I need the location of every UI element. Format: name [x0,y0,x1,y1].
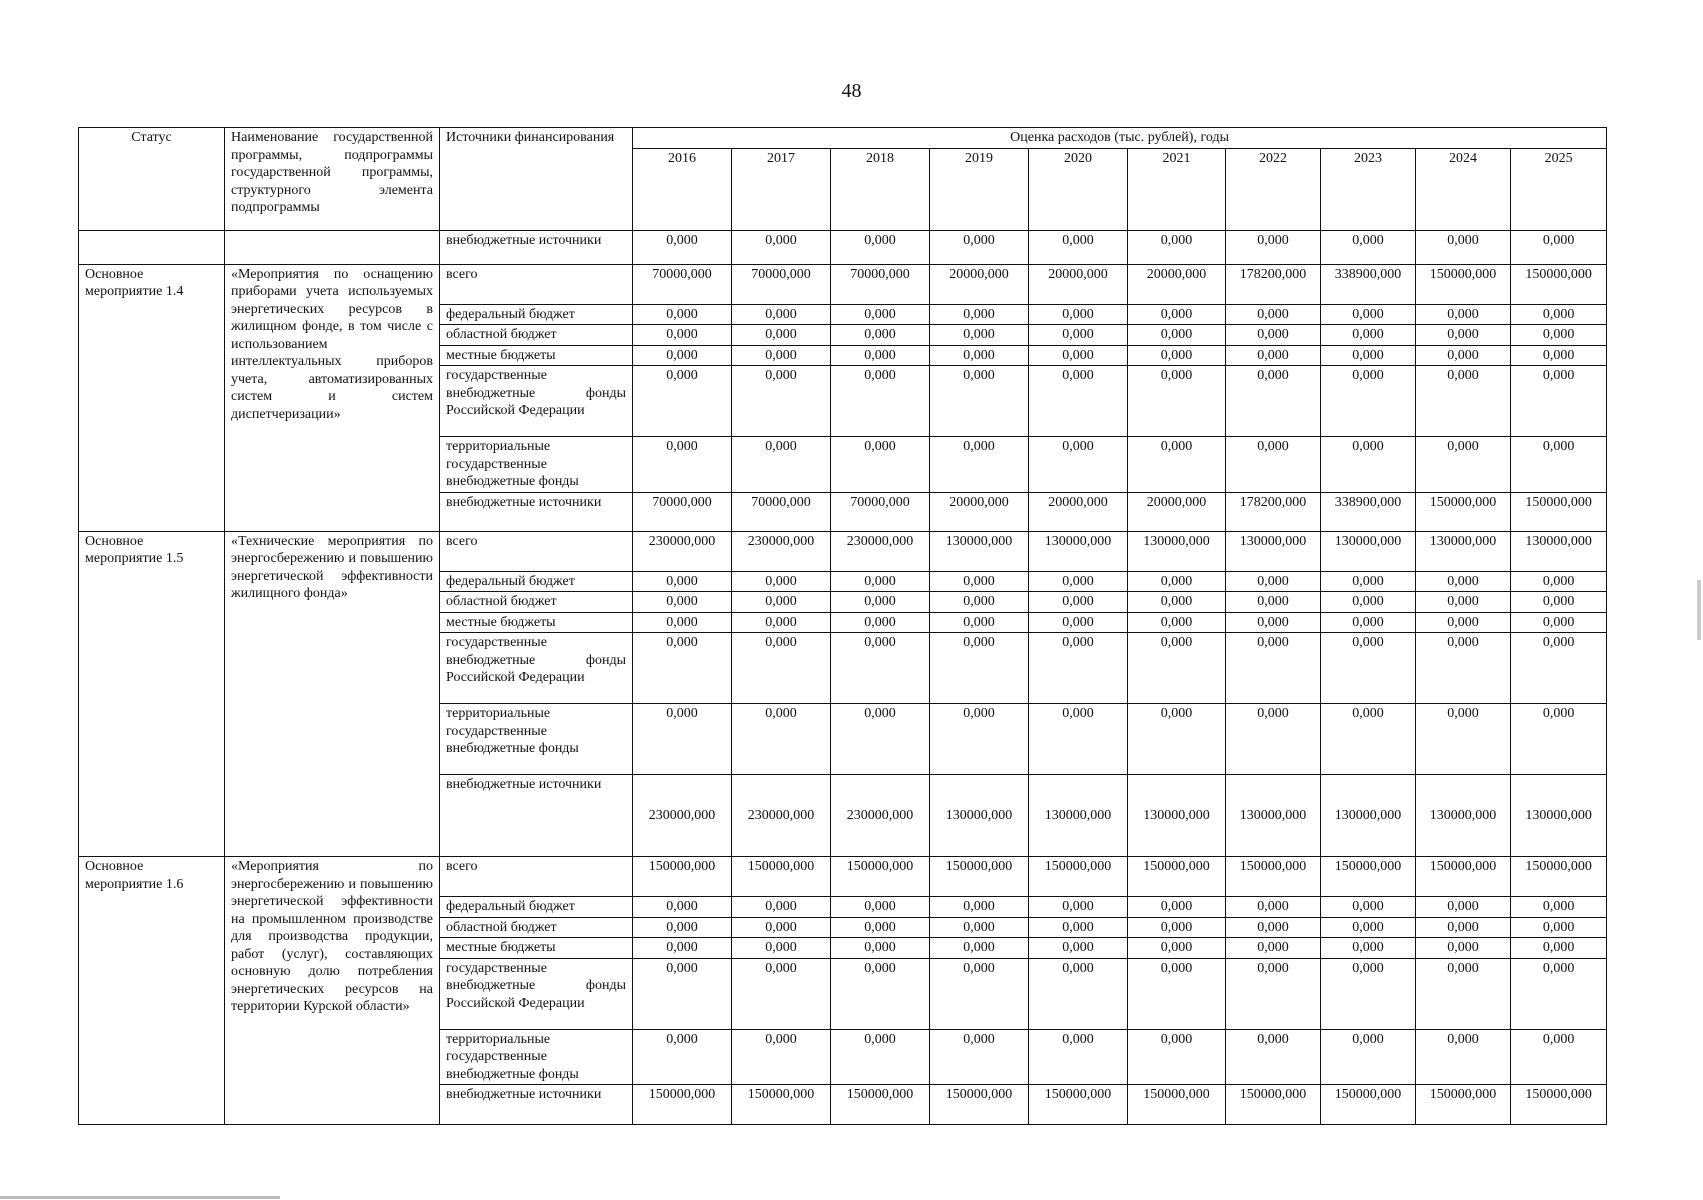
value-cell: 150000,000 [732,857,831,897]
source-cell: федеральный бюджет [440,571,633,592]
value-cell: 130000,000 [1226,531,1321,571]
value-cell: 0,000 [1029,704,1128,775]
value-cell: 150000,000 [1321,1085,1416,1125]
value-cell: 0,000 [1416,917,1511,938]
value-cell: 0,000 [831,437,930,493]
value-cell: 130000,000 [1128,775,1226,857]
value-cell: 0,000 [831,325,930,346]
value-cell: 70000,000 [831,492,930,531]
value-cell: 0,000 [1511,571,1607,592]
value-cell: 150000,000 [1029,857,1128,897]
year-cell: 2018 [831,148,930,230]
value-cell: 0,000 [1321,230,1416,264]
value-cell: 0,000 [1511,958,1607,1029]
year-cell: 2023 [1321,148,1416,230]
value-cell: 0,000 [1029,325,1128,346]
value-cell: 0,000 [633,437,732,493]
value-cell: 0,000 [732,958,831,1029]
value-cell: 0,000 [1416,366,1511,437]
value-cell: 130000,000 [1029,531,1128,571]
value-cell: 0,000 [1321,1029,1416,1085]
value-cell: 0,000 [831,704,930,775]
value-cell: 0,000 [1226,304,1321,325]
value-cell: 0,000 [633,325,732,346]
value-cell: 0,000 [1511,897,1607,918]
value-cell: 0,000 [633,917,732,938]
year-cell: 2025 [1511,148,1607,230]
value-cell: 150000,000 [831,857,930,897]
value-cell: 0,000 [930,938,1029,959]
source-cell: федеральный бюджет [440,897,633,918]
value-cell: 0,000 [1416,437,1511,493]
value-cell: 130000,000 [1321,531,1416,571]
value-cell: 0,000 [1416,704,1511,775]
value-cell: 150000,000 [1416,264,1511,304]
value-cell: 0,000 [930,437,1029,493]
value-cell: 0,000 [1321,571,1416,592]
value-cell: 0,000 [1029,897,1128,918]
value-cell: 0,000 [831,571,930,592]
value-cell: 0,000 [1226,612,1321,633]
value-cell: 0,000 [1321,325,1416,346]
value-cell: 0,000 [1321,958,1416,1029]
value-cell: 0,000 [930,704,1029,775]
value-cell: 0,000 [1321,612,1416,633]
source-cell: областной бюджет [440,592,633,613]
value-cell: 0,000 [732,304,831,325]
value-cell: 0,000 [1416,633,1511,704]
value-cell: 150000,000 [1128,857,1226,897]
value-cell: 20000,000 [1128,492,1226,531]
value-cell: 0,000 [831,958,930,1029]
value-cell: 0,000 [1128,958,1226,1029]
value-cell: 0,000 [1029,1029,1128,1085]
value-cell: 0,000 [1511,366,1607,437]
value-cell: 0,000 [1511,1029,1607,1085]
value-cell: 0,000 [1128,230,1226,264]
value-cell: 130000,000 [1128,531,1226,571]
value-cell: 0,000 [732,571,831,592]
value-cell: 0,000 [1226,345,1321,366]
value-cell: 0,000 [1226,366,1321,437]
source-cell: местные бюджеты [440,938,633,959]
value-cell: 0,000 [1416,571,1511,592]
value-cell: 0,000 [930,571,1029,592]
value-cell: 0,000 [1029,612,1128,633]
value-cell: 0,000 [1128,633,1226,704]
value-cell: 0,000 [732,230,831,264]
value-cell: 0,000 [1029,571,1128,592]
value-cell: 0,000 [1416,938,1511,959]
value-cell: 0,000 [831,592,930,613]
value-cell: 0,000 [930,1029,1029,1085]
value-cell: 0,000 [1226,325,1321,346]
status-cell: Основное мероприятие 1.5 [79,531,225,857]
value-cell: 0,000 [930,612,1029,633]
source-cell: местные бюджеты [440,612,633,633]
source-cell: внебюджетные источники [440,1085,633,1125]
value-cell: 0,000 [1416,1029,1511,1085]
value-cell: 230000,000 [831,775,930,857]
value-cell: 0,000 [1321,633,1416,704]
value-cell: 0,000 [1511,633,1607,704]
value-cell: 20000,000 [1128,264,1226,304]
source-cell: территориальные государственные внебюджетные фонды [440,1029,633,1085]
value-cell: 0,000 [1128,437,1226,493]
value-cell: 150000,000 [1511,264,1607,304]
value-cell: 0,000 [1226,437,1321,493]
source-cell: внебюджетные источники [440,230,633,264]
value-cell: 0,000 [1128,938,1226,959]
value-cell: 0,000 [1416,230,1511,264]
value-cell: 0,000 [732,325,831,346]
value-cell: 0,000 [1511,938,1607,959]
value-cell: 0,000 [1416,345,1511,366]
value-cell: 0,000 [1226,633,1321,704]
value-cell: 0,000 [1416,304,1511,325]
value-cell: 70000,000 [633,492,732,531]
value-cell: 0,000 [732,897,831,918]
value-cell: 0,000 [1321,704,1416,775]
value-cell: 130000,000 [1416,775,1511,857]
value-cell: 0,000 [633,1029,732,1085]
value-cell: 0,000 [633,571,732,592]
value-cell: 0,000 [831,612,930,633]
source-cell: всего [440,531,633,571]
source-cell: государственные внебюджетные фонды Российской Федерации [440,633,633,704]
value-cell: 0,000 [1416,958,1511,1029]
value-cell: 150000,000 [1416,492,1511,531]
value-cell: 0,000 [633,633,732,704]
value-cell: 0,000 [1029,958,1128,1029]
value-cell: 0,000 [831,1029,930,1085]
year-cell: 2022 [1226,148,1321,230]
value-cell: 150000,000 [930,1085,1029,1125]
value-cell: 150000,000 [1226,857,1321,897]
value-cell: 0,000 [1029,917,1128,938]
value-cell: 230000,000 [732,775,831,857]
value-cell: 0,000 [1321,592,1416,613]
value-cell: 0,000 [1128,304,1226,325]
value-cell: 0,000 [930,304,1029,325]
section-row [79,857,1607,897]
value-cell: 150000,000 [1128,1085,1226,1125]
source-cell: местные бюджеты [440,345,633,366]
value-cell: 0,000 [831,304,930,325]
value-cell: 0,000 [831,633,930,704]
source-cell: внебюджетные источники [440,775,633,857]
value-cell: 0,000 [732,366,831,437]
source-cell: государственные внебюджетные фонды Российской Федерации [440,958,633,1029]
value-cell: 130000,000 [930,775,1029,857]
value-cell: 130000,000 [1029,775,1128,857]
header-name: Наименование государственной программы, подпрограммы государственной программы, структурного элемента подпрограммы [225,128,440,231]
value-cell: 0,000 [1128,917,1226,938]
value-cell: 130000,000 [1226,775,1321,857]
value-cell: 0,000 [1511,437,1607,493]
value-cell: 0,000 [633,612,732,633]
value-cell: 0,000 [1226,592,1321,613]
name-cell [225,230,440,264]
value-cell: 0,000 [1029,304,1128,325]
value-cell: 0,000 [1226,704,1321,775]
value-cell: 0,000 [1226,917,1321,938]
value-cell: 338900,000 [1321,264,1416,304]
value-cell: 150000,000 [1511,492,1607,531]
value-cell: 70000,000 [732,492,831,531]
source-cell: территориальные государственные внебюджетные фонды [440,704,633,775]
value-cell: 0,000 [1226,571,1321,592]
value-cell: 0,000 [1128,612,1226,633]
value-cell: 0,000 [732,437,831,493]
value-cell: 178200,000 [1226,264,1321,304]
value-cell: 0,000 [1128,325,1226,346]
value-cell: 150000,000 [831,1085,930,1125]
name-cell: «Мероприятия по оснащению приборами учета используемых энергетических ресурсов в жилищном фонде, в том числе с использованием интеллектуальных приборов учета, автоматизированных систем и систем диспетчеризации» [225,264,440,531]
value-cell: 150000,000 [930,857,1029,897]
header-estimate: Оценка расходов (тыс. рублей), годы [633,128,1607,149]
value-cell: 0,000 [1128,366,1226,437]
value-cell: 20000,000 [930,264,1029,304]
value-cell: 130000,000 [930,531,1029,571]
value-cell: 130000,000 [1511,775,1607,857]
source-cell: внебюджетные источники [440,492,633,531]
value-cell: 150000,000 [732,1085,831,1125]
value-cell: 0,000 [1128,704,1226,775]
year-cell: 2016 [633,148,732,230]
source-cell: всего [440,264,633,304]
value-cell: 0,000 [633,704,732,775]
value-cell: 0,000 [1128,345,1226,366]
value-cell: 0,000 [633,592,732,613]
value-cell: 0,000 [930,366,1029,437]
value-cell: 0,000 [1511,592,1607,613]
value-cell: 0,000 [1416,592,1511,613]
value-cell: 0,000 [1321,437,1416,493]
value-cell: 0,000 [633,345,732,366]
value-cell: 0,000 [1321,304,1416,325]
value-cell: 0,000 [1416,897,1511,918]
value-cell: 0,000 [1029,345,1128,366]
value-cell: 0,000 [831,230,930,264]
section-row [79,264,1607,304]
name-cell: «Технические мероприятия по энергосбережению и повышению энергетической эффективности жилищного фонда» [225,531,440,857]
page-number: 48 [841,80,862,102]
value-cell: 0,000 [1511,917,1607,938]
value-cell: 0,000 [1511,304,1607,325]
value-cell: 150000,000 [1321,857,1416,897]
section-row [79,531,1607,571]
value-cell: 0,000 [1321,917,1416,938]
value-cell: 338900,000 [1321,492,1416,531]
value-cell: 150000,000 [633,1085,732,1125]
value-cell: 0,000 [1128,571,1226,592]
status-cell [79,230,225,264]
value-cell: 150000,000 [633,857,732,897]
value-cell: 178200,000 [1226,492,1321,531]
value-cell: 0,000 [1321,938,1416,959]
expenditure-table [78,127,1607,1125]
value-cell: 0,000 [1511,230,1607,264]
value-cell: 0,000 [930,325,1029,346]
value-cell: 0,000 [1511,612,1607,633]
value-cell: 0,000 [831,897,930,918]
value-cell: 0,000 [930,592,1029,613]
source-cell: государственные внебюджетные фонды Российской Федерации [440,366,633,437]
year-cell: 2017 [732,148,831,230]
status-cell: Основное мероприятие 1.4 [79,264,225,531]
header-sources: Источники финансирования [440,128,633,231]
value-cell: 0,000 [930,633,1029,704]
value-cell: 230000,000 [633,775,732,857]
value-cell: 0,000 [732,1029,831,1085]
value-cell: 0,000 [1128,592,1226,613]
value-cell: 0,000 [1416,325,1511,346]
value-cell: 0,000 [1226,958,1321,1029]
value-cell: 0,000 [930,345,1029,366]
value-cell: 0,000 [633,897,732,918]
value-cell: 0,000 [1226,230,1321,264]
value-cell: 70000,000 [831,264,930,304]
status-cell: Основное мероприятие 1.6 [79,857,225,1125]
year-cell: 2020 [1029,148,1128,230]
value-cell: 0,000 [930,230,1029,264]
value-cell: 0,000 [831,917,930,938]
value-cell: 0,000 [1226,938,1321,959]
value-cell: 0,000 [1226,1029,1321,1085]
scan-artifact [0,1196,280,1199]
value-cell: 0,000 [732,938,831,959]
value-cell: 0,000 [633,938,732,959]
value-cell: 0,000 [732,633,831,704]
source-cell: всего [440,857,633,897]
name-cell: «Мероприятия по энергосбережению и повышению энергетической эффективности на промышленном производстве для производства продукции, работ (услуг), составляющих основную долю потребления энергетических ресурсов на территории Курской области» [225,857,440,1125]
value-cell: 130000,000 [1511,531,1607,571]
value-cell: 0,000 [1029,437,1128,493]
value-cell: 0,000 [1029,366,1128,437]
source-cell: территориальные государственные внебюджетные фонды [440,437,633,493]
source-cell: федеральный бюджет [440,304,633,325]
scan-artifact [1697,580,1701,640]
value-cell: 0,000 [633,304,732,325]
carry-over-row [79,230,1607,264]
value-cell: 0,000 [1416,612,1511,633]
value-cell: 0,000 [732,612,831,633]
value-cell: 0,000 [930,917,1029,938]
value-cell: 230000,000 [732,531,831,571]
value-cell: 0,000 [1226,897,1321,918]
value-cell: 0,000 [1511,325,1607,346]
value-cell: 150000,000 [1029,1085,1128,1125]
header-status: Статус [79,128,225,231]
value-cell: 130000,000 [1321,775,1416,857]
value-cell: 0,000 [633,230,732,264]
value-cell: 0,000 [831,366,930,437]
value-cell: 0,000 [1511,704,1607,775]
year-cell: 2024 [1416,148,1511,230]
value-cell: 230000,000 [831,531,930,571]
value-cell: 0,000 [930,897,1029,918]
value-cell: 0,000 [930,958,1029,1029]
value-cell: 0,000 [633,958,732,1029]
source-cell: областной бюджет [440,325,633,346]
value-cell: 150000,000 [1511,1085,1607,1125]
year-cell: 2021 [1128,148,1226,230]
header-row [79,128,1607,149]
value-cell: 0,000 [1029,633,1128,704]
value-cell: 0,000 [1128,897,1226,918]
value-cell: 20000,000 [930,492,1029,531]
value-cell: 0,000 [732,917,831,938]
value-cell: 0,000 [732,704,831,775]
value-cell: 0,000 [1511,345,1607,366]
value-cell: 0,000 [1321,366,1416,437]
value-cell: 150000,000 [1226,1085,1321,1125]
value-cell: 70000,000 [633,264,732,304]
value-cell: 0,000 [1128,1029,1226,1085]
value-cell: 70000,000 [732,264,831,304]
value-cell: 0,000 [1029,230,1128,264]
value-cell: 130000,000 [1416,531,1511,571]
value-cell: 0,000 [1321,345,1416,366]
value-cell: 0,000 [1029,938,1128,959]
value-cell: 0,000 [633,366,732,437]
source-cell: областной бюджет [440,917,633,938]
value-cell: 20000,000 [1029,264,1128,304]
value-cell: 150000,000 [1511,857,1607,897]
value-cell: 230000,000 [633,531,732,571]
year-cell: 2019 [930,148,1029,230]
value-cell: 0,000 [732,345,831,366]
value-cell: 0,000 [732,592,831,613]
value-cell: 150000,000 [1416,857,1511,897]
value-cell: 150000,000 [1416,1085,1511,1125]
value-cell: 20000,000 [1029,492,1128,531]
value-cell: 0,000 [1321,897,1416,918]
value-cell: 0,000 [1029,592,1128,613]
value-cell: 0,000 [831,938,930,959]
value-cell: 0,000 [831,345,930,366]
